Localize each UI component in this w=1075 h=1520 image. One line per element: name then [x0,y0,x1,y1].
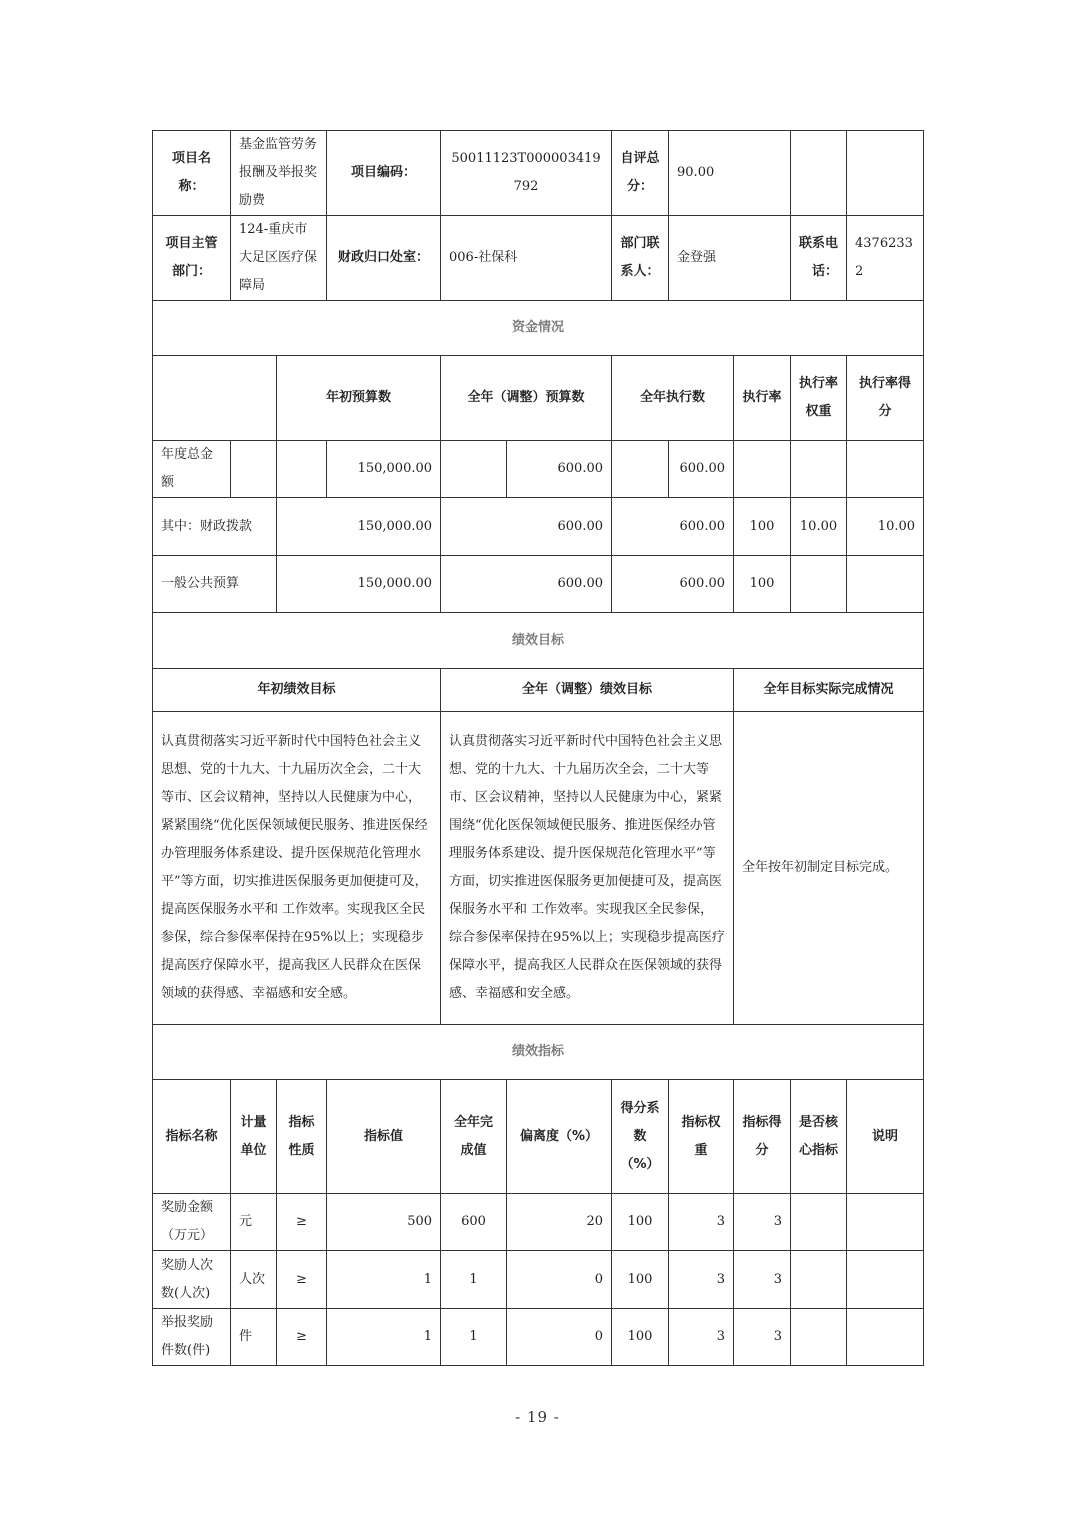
empty-cell [231,441,277,498]
col-score-coef: 得分系数（%） [612,1080,669,1194]
col-rate-score: 执行率得分 [847,356,924,441]
dept: 124-重庆市大足区医疗保障局 [231,216,327,301]
col-unit: 计量单位 [231,1080,277,1194]
empty-cell [847,131,924,216]
indicator-nature: ≥ [277,1309,327,1366]
goals-content-row [153,712,924,1025]
indicator-score: 3 [734,1194,791,1251]
phone: 43762332 [847,216,924,301]
self-score: 90.00 [669,131,791,216]
dept-label: 项目主管部门： [153,216,231,301]
col-actual-completion: 全年目标实际完成情况 [734,669,924,712]
funds-row-general [153,556,924,613]
performance-evaluation-table [152,130,924,1366]
project-name-label: 项目名称： [153,131,231,216]
initial-value: 150,000.00 [277,556,441,613]
indicator-core [791,1309,847,1366]
indicator-note [847,1251,924,1309]
funds-header-row [153,356,924,441]
indicator-score: 3 [734,1251,791,1309]
dept-info-row [153,216,924,301]
project-code: 50011123T000003419792 [441,131,612,216]
page-number: - 19 - [515,1408,560,1426]
col-deviation: 偏离度（%） [507,1080,612,1194]
indicator-complete: 600 [441,1194,507,1251]
col-indicator-value: 指标值 [327,1080,441,1194]
rate-value: 100 [734,498,791,556]
adjusted-value: 600.00 [507,441,612,498]
indicator-unit: 人次 [231,1251,277,1309]
project-info-row [153,131,924,216]
indicator-unit: 元 [231,1194,277,1251]
col-indicator-weight: 指标权重 [669,1080,734,1194]
phone-label: 联系电话： [791,216,847,301]
empty-cell [791,131,847,216]
empty-cell [441,441,507,498]
goals-section-title: 绩效目标 [153,613,924,669]
indicator-value: 1 [327,1251,441,1309]
goals-header-row [153,669,924,712]
indicator-weight: 3 [669,1194,734,1251]
col-execution-rate: 执行率 [734,356,791,441]
self-score-label: 自评总分： [612,131,669,216]
finance-office-label: 财政归口处室： [327,216,441,301]
col-executed: 全年执行数 [612,356,734,441]
col-adjusted-goal: 全年（调整）绩效目标 [441,669,734,712]
indicator-core [791,1251,847,1309]
indicator-core [791,1194,847,1251]
col-rate-weight: 执行率权重 [791,356,847,441]
col-initial-goal: 年初绩效目标 [153,669,441,712]
indicator-name: 奖励人次数(人次) [153,1251,231,1309]
weight-value: 10.00 [791,498,847,556]
contact: 金登强 [669,216,791,301]
indicator-unit: 件 [231,1309,277,1366]
indicator-coef: 100 [612,1251,669,1309]
col-is-core: 是否核心指标 [791,1080,847,1194]
indicators-header-row [153,1080,924,1194]
funds-section-title: 资金情况 [153,301,924,356]
indicator-deviation: 20 [507,1194,612,1251]
col-note: 说明 [847,1080,924,1194]
executed-value: 600.00 [669,441,734,498]
rate-value: 100 [734,556,791,613]
indicator-complete: 1 [441,1309,507,1366]
actual-completion-text: 全年按年初制定目标完成。 [734,712,924,1025]
funds-row-total [153,441,924,498]
indicator-row [153,1309,924,1366]
initial-goal-text: 认真贯彻落实习近平新时代中国特色社会主义思想、党的十九大、十九届历次全会，二十大等市、区会议精神，坚持以人民健康为中心，紧紧围绕“优化医保领域便民服务、推进医保经办管理服务体系建设、提升医保规范化管理水平”等方面，切实推进医保服务更加便捷可及，提高医保服务水平和 工作效率。实现我区全民参保，综合参保率保持在95%以上；实现稳步提高医疗保障水平，提高我区人民群众在医保领域的获得感、幸福感和安全感。 [153,712,441,1025]
project-name: 基金监管劳务报酬及举报奖励费 [231,131,327,216]
indicator-weight: 3 [669,1251,734,1309]
indicator-coef: 100 [612,1194,669,1251]
indicator-name: 奖励金额（万元） [153,1194,231,1251]
score-value [847,441,924,498]
col-indicator-name: 指标名称 [153,1080,231,1194]
finance-office: 006-社保科 [441,216,612,301]
indicator-nature: ≥ [277,1194,327,1251]
row-label: 其中：财政拨款 [153,498,277,556]
indicator-nature: ≥ [277,1251,327,1309]
funds-row-fiscal [153,498,924,556]
empty-cell [277,441,327,498]
empty-cell [612,441,669,498]
weight-value [791,441,847,498]
executed-value: 600.00 [612,556,734,613]
contact-label: 部门联系人： [612,216,669,301]
indicator-complete: 1 [441,1251,507,1309]
adjusted-value: 600.00 [441,498,612,556]
adjusted-goal-text: 认真贯彻落实习近平新时代中国特色社会主义思想、党的十九大、十九届历次全会，二十大等市、区会议精神，坚持以人民健康为中心，紧紧围绕“优化医保领域便民服务、推进医保经办管理服务体系建设、提升医保规范化管理水平”等方面，切实推进医保服务更加便捷可及，提高医保服务水平和 工作效率。实现我区全民参保，综合参保率保持在95%以上；实现稳步提高医疗保障水平，提高我区人民群众在医保领域的获得感、幸福感和安全感。 [441,712,734,1025]
indicator-note [847,1194,924,1251]
col-nature: 指标性质 [277,1080,327,1194]
indicator-deviation: 0 [507,1251,612,1309]
indicator-score: 3 [734,1309,791,1366]
project-code-label: 项目编码： [327,131,441,216]
initial-value: 150,000.00 [327,441,441,498]
executed-value: 600.00 [612,498,734,556]
indicator-row [153,1194,924,1251]
indicator-note [847,1309,924,1366]
indicator-weight: 3 [669,1309,734,1366]
col-initial-budget: 年初预算数 [277,356,441,441]
initial-value: 150,000.00 [277,498,441,556]
col-indicator-score: 指标得分 [734,1080,791,1194]
row-label: 年度总金额 [153,441,231,498]
indicator-value: 1 [327,1309,441,1366]
indicator-row [153,1251,924,1309]
indicator-value: 500 [327,1194,441,1251]
row-label: 一般公共预算 [153,556,277,613]
indicator-deviation: 0 [507,1309,612,1366]
indicator-coef: 100 [612,1309,669,1366]
empty-cell [153,356,277,441]
rate-value [734,441,791,498]
col-complete-value: 全年完成值 [441,1080,507,1194]
weight-value [791,556,847,613]
col-adjusted-budget: 全年（调整）预算数 [441,356,612,441]
indicator-name: 举报奖励件数(件) [153,1309,231,1366]
score-value: 10.00 [847,498,924,556]
score-value [847,556,924,613]
indicators-section-title: 绩效指标 [153,1025,924,1080]
adjusted-value: 600.00 [441,556,612,613]
